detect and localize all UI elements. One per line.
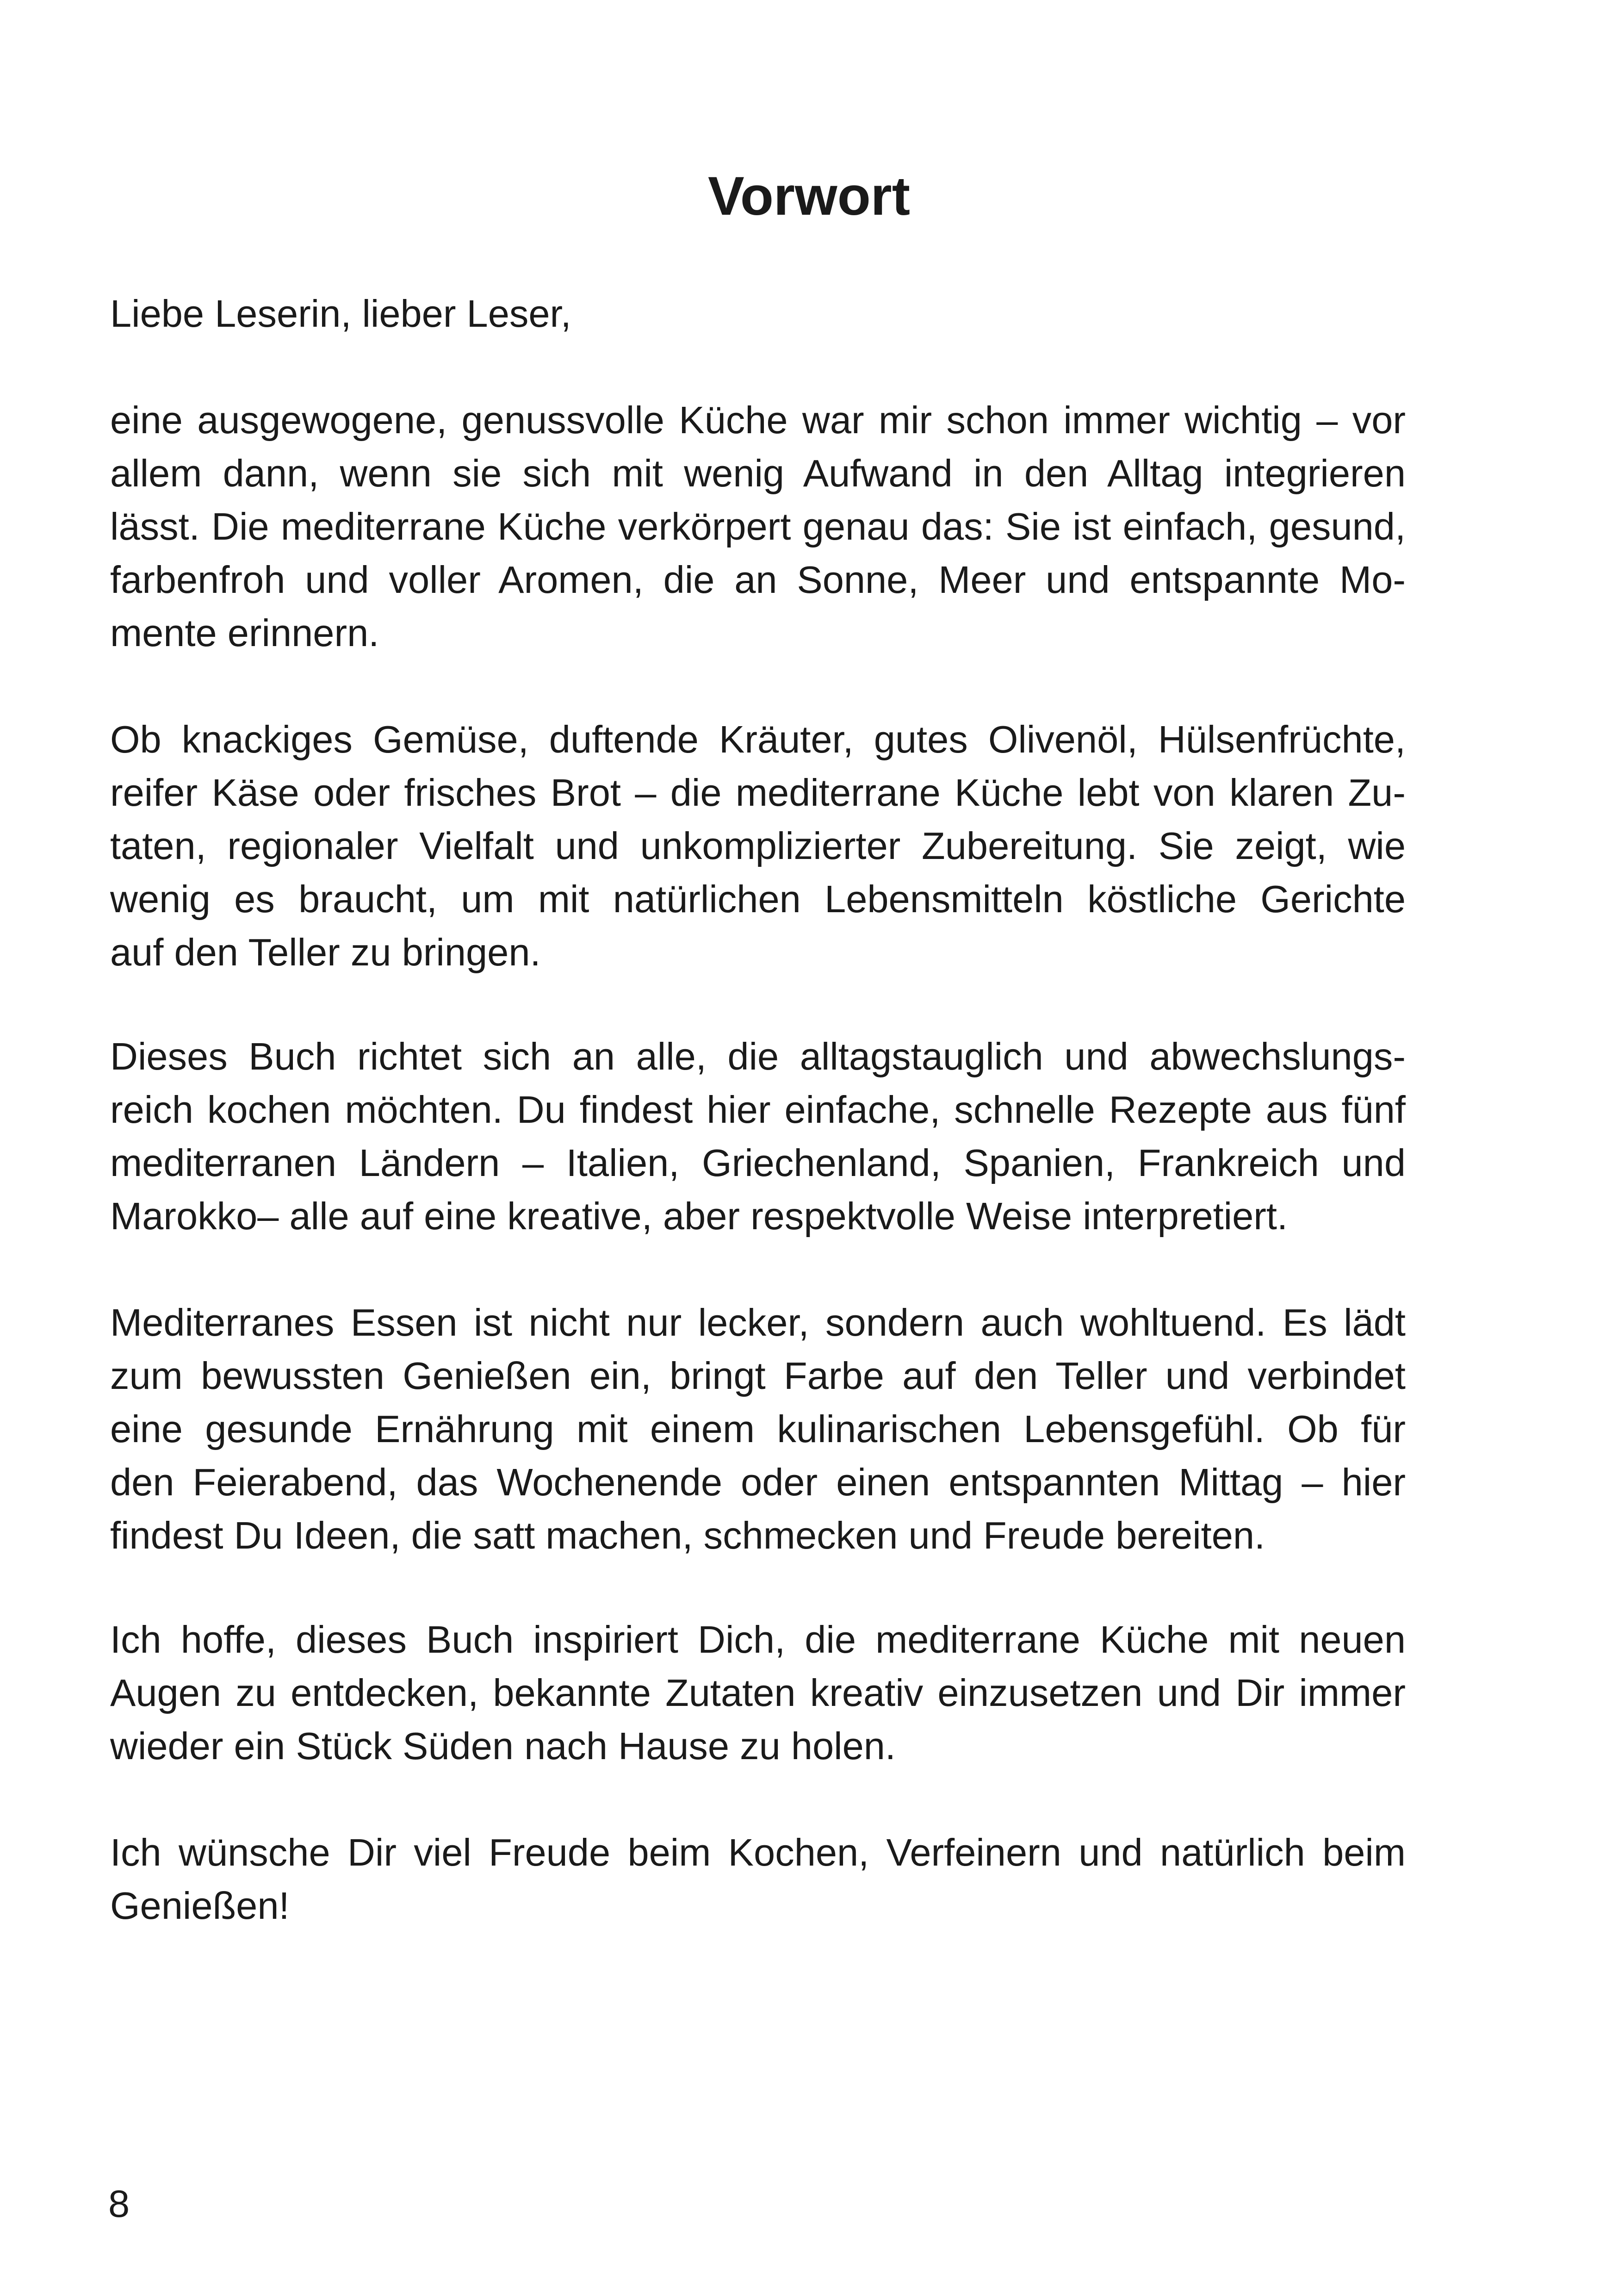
paragraph-2 [110, 713, 1406, 979]
paragraph-5 [110, 1613, 1406, 1773]
text-line: zum bewussten Genießen ein, bringt Farbe auf den Teller und verbindet [110, 1354, 1406, 1397]
text-line: wenig es braucht, um mit natürlichen Lebensmitteln köstliche Gerichte [110, 877, 1406, 921]
text-line: reifer Käse oder frisches Brot – die mediterrane Küche lebt von klaren Zu- [110, 771, 1406, 814]
text-line: eine gesunde Ernährung mit einem kulinarischen Lebensgefühl. Ob für [110, 1407, 1406, 1450]
paragraph-6 [110, 1826, 1406, 1932]
text-line: Genießen! [110, 1884, 290, 1927]
text-line: mente erinnern. [110, 611, 379, 654]
text-line: allem dann, wenn sie sich mit wenig Aufwand in den Alltag integrieren [110, 452, 1406, 495]
text-line: Mediterranes Essen ist nicht nur lecker, sondern auch wohltuend. Es lädt [110, 1301, 1406, 1344]
text-line: Ich wünsche Dir viel Freude beim Kochen, Verfeinern und natürlich beim [110, 1831, 1406, 1874]
page-title: Vorwort [707, 166, 911, 227]
text-line: farbenfroh und voller Aromen, die an Sonne, Meer und entspannte Mo- [110, 558, 1406, 601]
text-line: Ob knackiges Gemüse, duftende Kräuter, gutes Olivenöl, Hülsenfrüchte, [110, 718, 1406, 761]
salutation: Liebe Leserin, lieber Leser, [110, 292, 571, 335]
page-number: 8 [108, 2182, 130, 2225]
text-line: taten, regionaler Vielfalt und unkomplizierter Zubereitung. Sie zeigt, wie [110, 824, 1406, 867]
paragraph-3 [110, 1030, 1406, 1243]
text-line: eine ausgewogene, genussvolle Küche war mir schon immer wichtig – vor [110, 398, 1406, 442]
text-line: Ich hoffe, dieses Buch inspiriert Dich, die mediterrane Küche mit neuen [110, 1618, 1406, 1661]
text-line: den Feierabend, das Wochenende oder einen entspannten Mittag – hier [110, 1461, 1406, 1504]
text-line: wieder ein Stück Süden nach Hause zu holen. [110, 1724, 896, 1767]
text-line: mediterranen Ländern – Italien, Griechenland, Spanien, Frankreich und [110, 1141, 1406, 1184]
text-line: lässt. Die mediterrane Küche verkörpert genau das: Sie ist einfach, gesund, [110, 505, 1406, 548]
text-line: auf den Teller zu bringen. [110, 931, 541, 974]
text-line: Dieses Buch richtet sich an alle, die alltagstauglich und abwechslungs- [110, 1035, 1406, 1078]
paragraph-4 [110, 1296, 1406, 1562]
text-line: findest Du Ideen, die satt machen, schmecken und Freude bereiten. [110, 1514, 1265, 1557]
text-line: Marokko– alle auf eine kreative, aber respektvolle Weise interpretiert. [110, 1195, 1288, 1238]
text-line: Augen zu entdecken, bekannte Zutaten kreativ einzusetzen und Dir immer [110, 1671, 1406, 1714]
text-line: reich kochen möchten. Du findest hier einfache, schnelle Rezepte aus fünf [110, 1088, 1406, 1131]
paragraph-1 [110, 393, 1406, 660]
